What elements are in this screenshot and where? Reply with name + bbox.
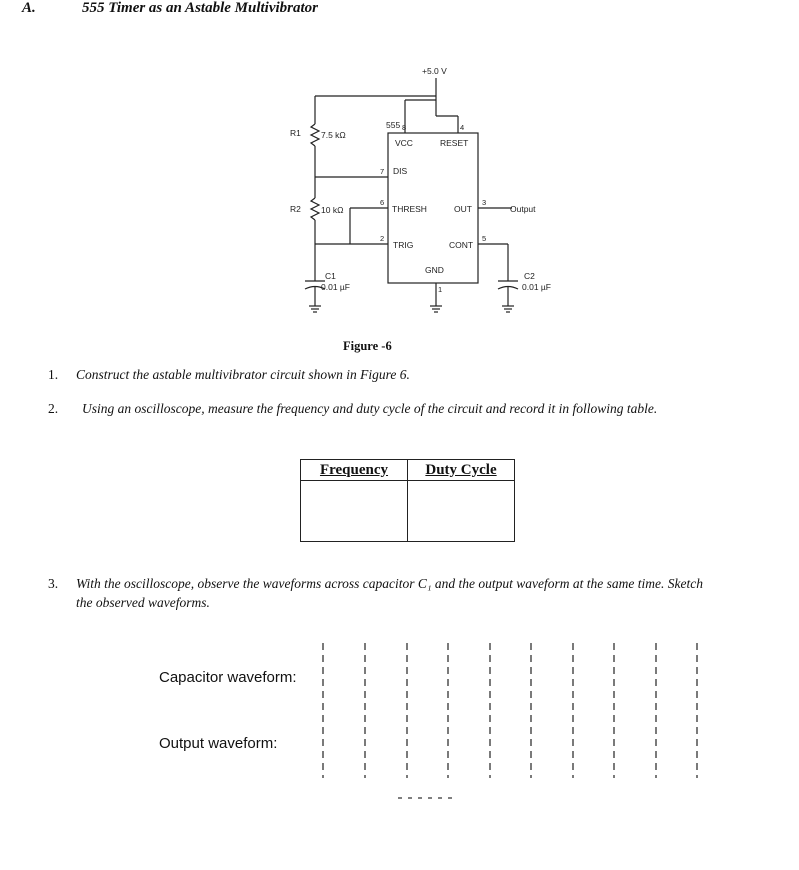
figure-caption: Figure -6 <box>343 339 392 353</box>
c2-value: 0.01 µF <box>522 282 551 292</box>
frequency-header: Frequency <box>301 460 408 481</box>
instruction-3-number: 3. <box>48 576 59 591</box>
capacitor-waveform-label: Capacitor waveform: <box>159 669 297 686</box>
c1-value: 0.01 µF <box>321 282 350 292</box>
pin-number-vcc: 8 <box>402 123 407 132</box>
instruction-2-text: Using an oscilloscope, measure the frequency and duty cycle of the circuit and record it in following table. <box>82 401 658 416</box>
pin-reset: RESET <box>440 138 469 148</box>
pin-number-dis: 7 <box>380 167 385 176</box>
instruction-2-number: 2. <box>48 401 59 416</box>
output-waveform-label: Output waveform: <box>159 735 278 752</box>
pin-number-cont: 5 <box>482 234 487 243</box>
pin-dis: DIS <box>393 166 408 176</box>
c2-label: C2 <box>524 271 535 281</box>
r2-label: R2 <box>290 204 301 214</box>
r1-value: 7.5 kΩ <box>321 130 346 140</box>
pin-number-gnd: 1 <box>438 285 443 294</box>
pin-number-out: 3 <box>482 198 487 207</box>
pin-number-trig: 2 <box>380 234 385 243</box>
instruction-1-text: Construct the astable multivibrator circuit shown in Figure 6. <box>76 367 410 382</box>
pin-cont: CONT <box>449 240 474 250</box>
duty-cycle-header: Duty Cycle <box>408 460 515 481</box>
pin-trig: TRIG <box>393 240 414 250</box>
r1-label: R1 <box>290 128 301 138</box>
supply-label: +5.0 V <box>422 66 447 76</box>
output-label: Output <box>510 204 536 214</box>
pin-number-reset: 4 <box>460 123 465 132</box>
pin-number-thresh: 6 <box>380 198 385 207</box>
c1-label: C1 <box>325 271 336 281</box>
chip-label: 555 <box>386 120 401 130</box>
pin-vcc: VCC <box>395 138 413 148</box>
pin-out: OUT <box>454 204 472 214</box>
instruction-3-continued: the observed waveforms. <box>76 595 210 610</box>
instruction-1-number: 1. <box>48 367 59 382</box>
section-number: A. <box>22 0 36 16</box>
pin-gnd: GND <box>425 265 444 275</box>
pin-thresh: THRESH <box>392 204 427 214</box>
section-title: 555 Timer as an Astable Multivibrator <box>82 0 318 16</box>
instruction-3-text: With the oscilloscope, observe the waveforms across capacitor C₁ and the output waveform at the same time. Sketch <box>76 576 703 591</box>
r2-value: 10 kΩ <box>321 205 344 215</box>
